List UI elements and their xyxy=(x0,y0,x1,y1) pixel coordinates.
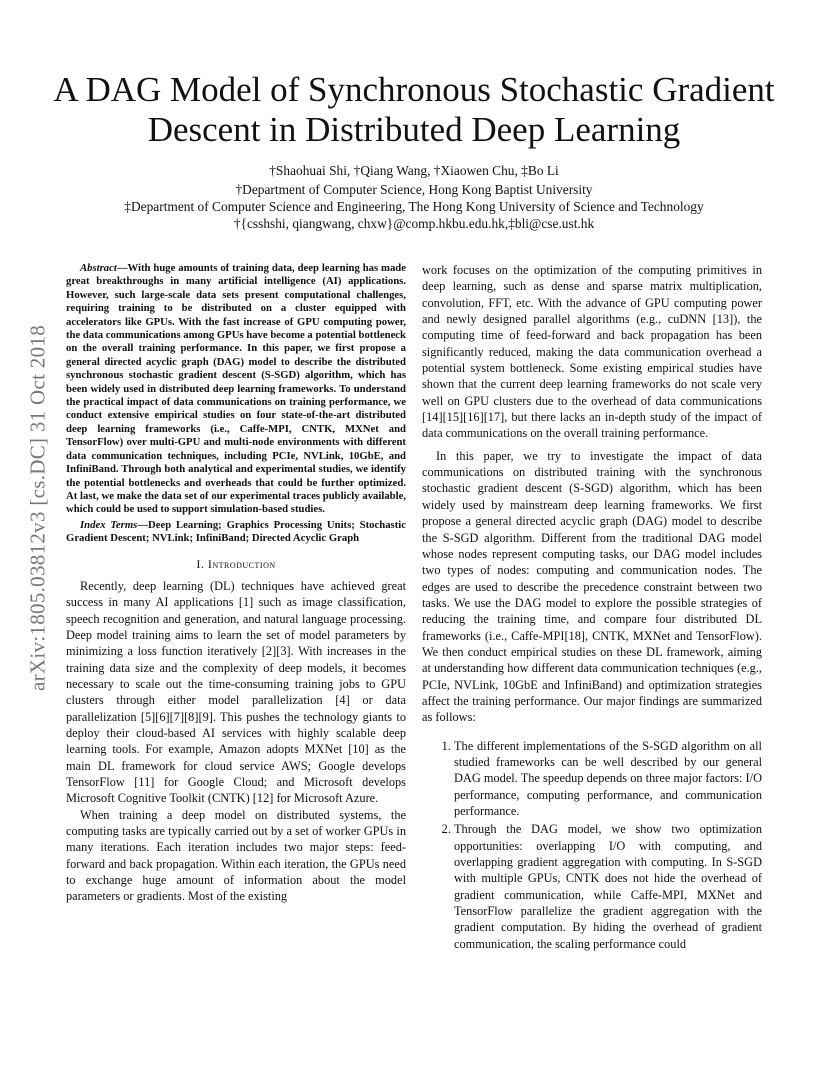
index-terms-text: —Deep Learning; Graphics Processing Units; Stochastic Gradient Descent; NVLink; InfiniBand; Directed Acyclic Graph xyxy=(66,518,406,545)
findings-list xyxy=(422,738,762,952)
section-heading-introduction: I. Introduction xyxy=(196,556,276,571)
finding-item: 2. Through the DAG model, we show two optimization opportunities: overlapping I/O with computing, and overlapping gradient aggregation with computing. In S-SGD with multiple GPUs, CNTK does not hide the overhead of gradient communication, while Caffe-MPI, MXNet and TensorFlow parallelize the gradient aggregation with the gradient computation. By hiding the overhead of gradient communication, the scaling performance could xyxy=(454,821,762,952)
author-list: †Shaohuai Shi, †Qiang Wang, †Xiaowen Chu, ‡Bo Li xyxy=(269,163,559,178)
abstract-label: Abstract xyxy=(80,262,117,274)
finding-item: 1. The different implementations of the S-SGD algorithm on all studied frameworks can be well described by our general DAG model. The speedup depends on three major factors: I/O performance, computing performance, and communication performance. xyxy=(454,738,762,820)
arxiv-sidebar xyxy=(24,288,52,728)
right-column xyxy=(422,262,762,954)
affiliation-hkbu: †Department of Computer Science, Hong Kong Baptist University xyxy=(235,182,593,197)
intro-paragraph-2: When training a deep model on distributed systems, the computing tasks are typically carried out by a set of worker GPUs in many iterations. Each iteration includes two major steps: feed-forward and back propagation. Within each iteration, the GPUs need to exchange huge amount of information about the model parameters or gradients. Most of the existing xyxy=(66,807,406,904)
arxiv-identifier: arXiv:1805.03812v3 [cs.DC] 31 Oct 2018 xyxy=(25,324,50,692)
index-terms-label: Index Terms xyxy=(80,518,138,531)
intro-paragraph-3: work focuses on the optimization of the computing primitives in deep learning, such as dense and sparse matrix multiplication, convolution, FFT, etc. With the advance of GPU computing power and newly designed parallel algorithms (e.g., cuDNN [13]), the computing time of feed-forward and back propagation has been significantly reduced, making the data communication overhead a potential system bottleneck. Some existing empirical studies have shown that the current deep learning frameworks do not scale very well on GPU clusters due to the overhead of data communications [14][15][16][17], but there lacks an in-depth study of the impact of data communications on the overall training performance. xyxy=(422,263,762,441)
abstract-text: —With huge amounts of training data, deep learning has made great breakthroughs in many artificial intelligence (AI) applications. However, such large-scale data sets present computational challenges, requiring training to be distributed on a cluster equipped with accelerators like GPUs. With the fast increase of GPU computing power, the data communications among GPUs have become a potential bottleneck on the overall training performance. In this paper, we first propose a general directed acyclic graph (DAG) model to describe the distributed synchronous stochastic gradient descent (S-SGD) algorithm, which has been widely used in distributed deep learning frameworks. To understand the practical impact of data communications on training performance, we conduct extensive empirical studies on four state-of-the-art distributed deep learning frameworks (i.e., Caffe-MPI, CNTK, MXNet and TensorFlow) over multi-GPU and multi-node environments with different data communication techniques, including PCIe, NVLink, 10GbE, and InfiniBand. Through both analytical and experimental studies, we identify the potential bottlenecks and overheads that could be further optimized. At last, we make the data set of our experimental traces publicly available, which could be used to support simulation-based studies. xyxy=(66,262,406,516)
intro-paragraph-4: In this paper, we try to investigate the impact of data communications on distributed training with the synchronous stochastic gradient descent (S-SGD) algorithm, which has been widely used by mainstream deep learning frameworks. We first propose a general directed acyclic graph (DAG) model to describe the S-SGD algorithm. Different from the traditional DAG model whose nodes represent computing tasks, our DAG model includes two types of nodes: computing and communication nodes. The edges are used to describe the precedence constraint between two tasks. We use the DAG model to explore the possible strategies of reducing the training time, and compare four distributed DL frameworks (i.e., Caffe-MPI[18], CNTK, MXNet and TensorFlow). We then conduct empirical studies on these DL framework, aiming at understanding how different data communication techniques (e.g., PCIe, NVLink, 10GbE and InfiniBand) and optimization strategies affect the training performance. Our major findings are summarized as follows: xyxy=(422,448,762,725)
intro-paragraph-1: Recently, deep learning (DL) techniques have achieved great success in many AI applications [1] such as image classification, speech recognition and generation, and natural language processing. Deep model training aims to learn the set of model parameters by minimizing a loss function iteratively [2][3]. With increases in the training data size and the complexity of deep models, it becomes necessary to scale out the time-consuming training jobs to GPU clusters through either model parallelization [4] or data parallelization [5][6][7][8][9]. This pushes the technology giants to deploy their cloud-based AI services with highly scalable deep learning tools. For example, Amazon adopts MXNet [10] as the main DL framework for cloud service AWS; Google develops TensorFlow [11] for Google Cloud; and Microsoft develops Microsoft Cognitive Toolkit (CNTK) [12] for Microsoft Azure. xyxy=(66,578,406,806)
affiliation-hkust: ‡Department of Computer Science and Engineering, The Hong Kong University of Science and Technology xyxy=(124,199,704,214)
abstract xyxy=(66,262,406,517)
paper-title: A DAG Model of Synchronous Stochastic Gradient Descent in Distributed Deep Learning xyxy=(53,70,775,149)
index-terms xyxy=(66,519,406,546)
author-emails: †{csshshi, qiangwang, chxw}@comp.hkbu.edu.hk,‡bli@cse.ust.hk xyxy=(233,216,595,231)
left-column xyxy=(66,262,406,905)
